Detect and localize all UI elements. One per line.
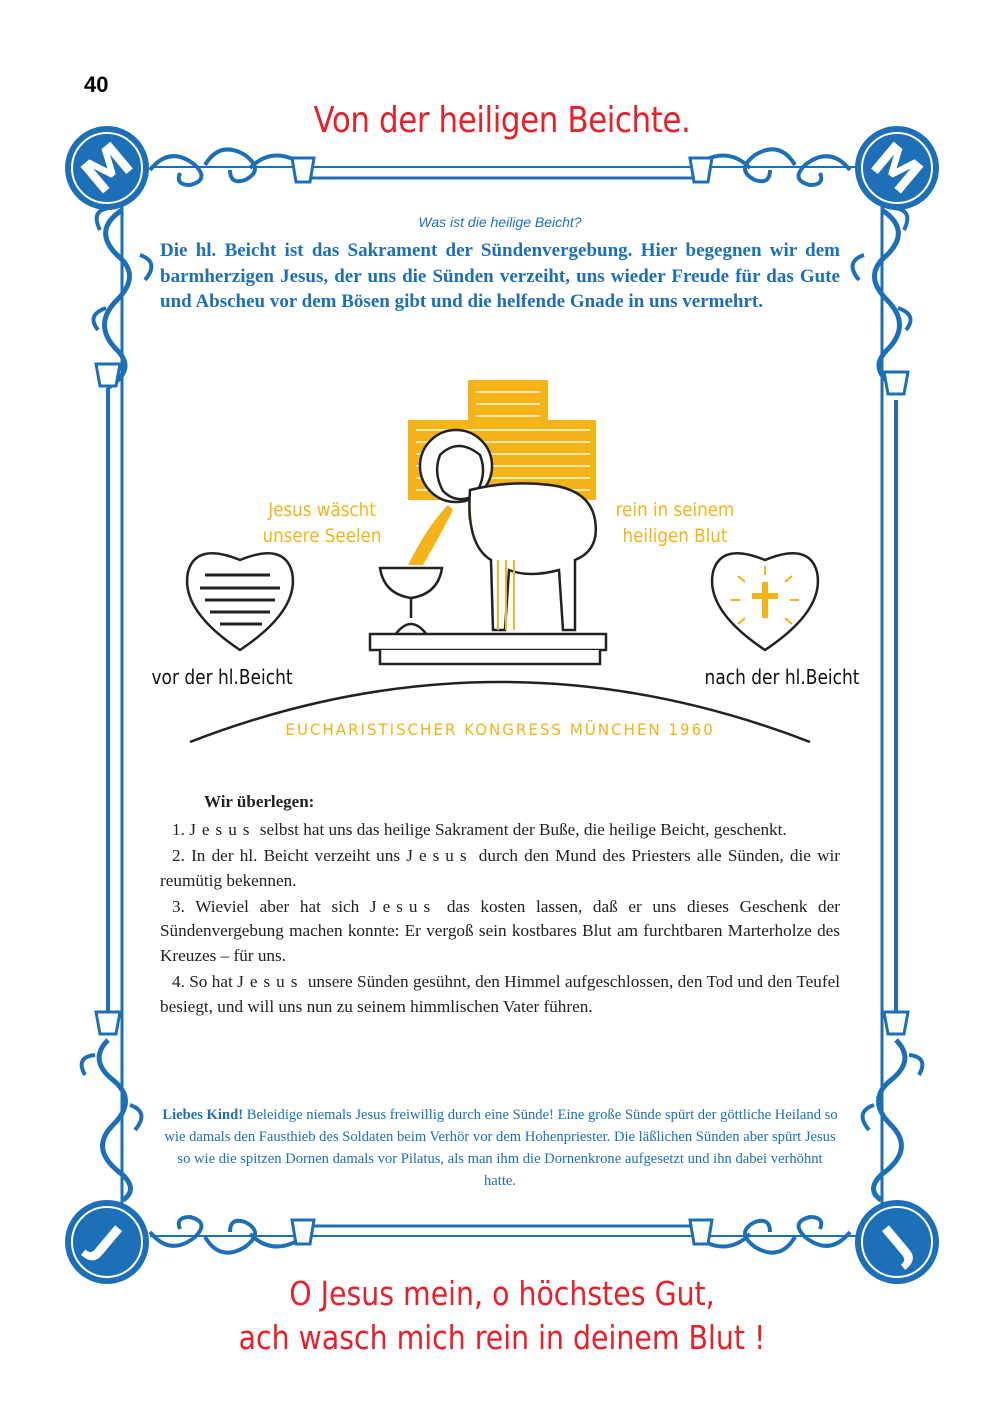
ornamental-frame xyxy=(82,149,923,1252)
caption-right-line1: rein in seinem xyxy=(615,499,735,521)
heart-before-graphic xyxy=(187,553,293,650)
prayer-line-1: O Jesus mein, o höchstes Gut, xyxy=(289,1274,715,1313)
reflect-list xyxy=(160,818,840,1021)
prayer-line-2: ach wasch mich rein in deinem Blut ! xyxy=(238,1318,766,1357)
page-title: Von der heiligen Beichte. xyxy=(313,100,691,141)
intro-paragraph: Die hl. Beicht ist das Sakrament der Sündenvergebung. Hier begegnen wir dem barmherzigen Jesus, der uns die Sünden verzeiht, uns wieder Freude für das Gute und Abscheu vor dem Bösen gibt und die helfende Gnade in uns vermehrt. xyxy=(160,240,840,312)
closing-prayer xyxy=(70,1272,933,1360)
question-heading: Was ist die heilige Beicht? xyxy=(418,214,582,230)
corner-letter-tr: M xyxy=(860,131,933,206)
reflect-item-4: 4. So hat Jesus unsere Sünden gesühnt, den Himmel aufgeschlossen, den Tod und den Teufel besiegt, und will uns nun zu seinem himmlischen Vater führen. xyxy=(160,972,841,1016)
child-admonition xyxy=(160,1104,840,1192)
caption-left-line2: unsere Seelen xyxy=(262,525,382,547)
chalice-graphic xyxy=(380,568,442,635)
reflect-heading: Wir überlegen: xyxy=(204,792,315,811)
corner-letter-bl: J xyxy=(81,1215,132,1270)
child-text: Beleidige niemals Jesus freiwillig durch eine Sünde! Eine große Sünde spürt der göttliche Heiland so wie damals den Fausthieb des Soldaten beim Verhör vor dem Hohenpriester. Die läßlichen Sünden aber spürt Jesus so wie die spitzen Dornen damals vor Pilatus, als man ihm die Dornenkrone aufgesetzt und ihn dabei verhöhnt hatte. xyxy=(164,1107,838,1189)
vase-ornaments xyxy=(96,158,908,1244)
jesus-spaced: Jesus xyxy=(189,820,256,839)
caption-left-line1: Jesus wäscht xyxy=(268,499,376,521)
caption-left xyxy=(243,497,401,549)
jesus-spaced: Jesus xyxy=(237,972,304,992)
caption-right xyxy=(596,497,754,549)
corner-letter-tl: M xyxy=(71,131,144,206)
label-after-confession: nach der hl.Beicht xyxy=(704,665,860,689)
reflect-item-2: 2. In der hl. Beicht verzeiht uns Jesus durch den Mund des Priesters alle Sünden, die wir reumütig bekennen. xyxy=(160,846,841,890)
corner-letter-br: J xyxy=(872,1215,923,1270)
page-number: 40 xyxy=(84,72,109,97)
caption-right-line2: heiligen Blut xyxy=(622,525,728,547)
jesus-spaced: Jesus xyxy=(369,896,437,916)
kongress-caption: EUCHARISTISCHER KONGRESS MÜNCHEN 1960 xyxy=(285,720,715,739)
reflect-item-3: 3. Wieviel aber hat sich Jesus das kosten lassen, daß er uns dieses Geschenk der Sündenvergebung machen konnte: Er vergoß sein kostbares Blut am furchtbaren Marterholze des Kreuzes – für uns. xyxy=(160,896,840,965)
label-before-confession: vor der hl.Beicht xyxy=(151,665,293,689)
child-lead: Liebes Kind! xyxy=(162,1107,244,1123)
reflect-item-1: 1. Jesus selbst hat uns das heilige Sakrament der Buße, die heilige Beicht, geschenkt. xyxy=(172,820,787,839)
jesus-spaced: Jesus xyxy=(406,846,473,866)
heart-after-graphic xyxy=(712,553,818,650)
